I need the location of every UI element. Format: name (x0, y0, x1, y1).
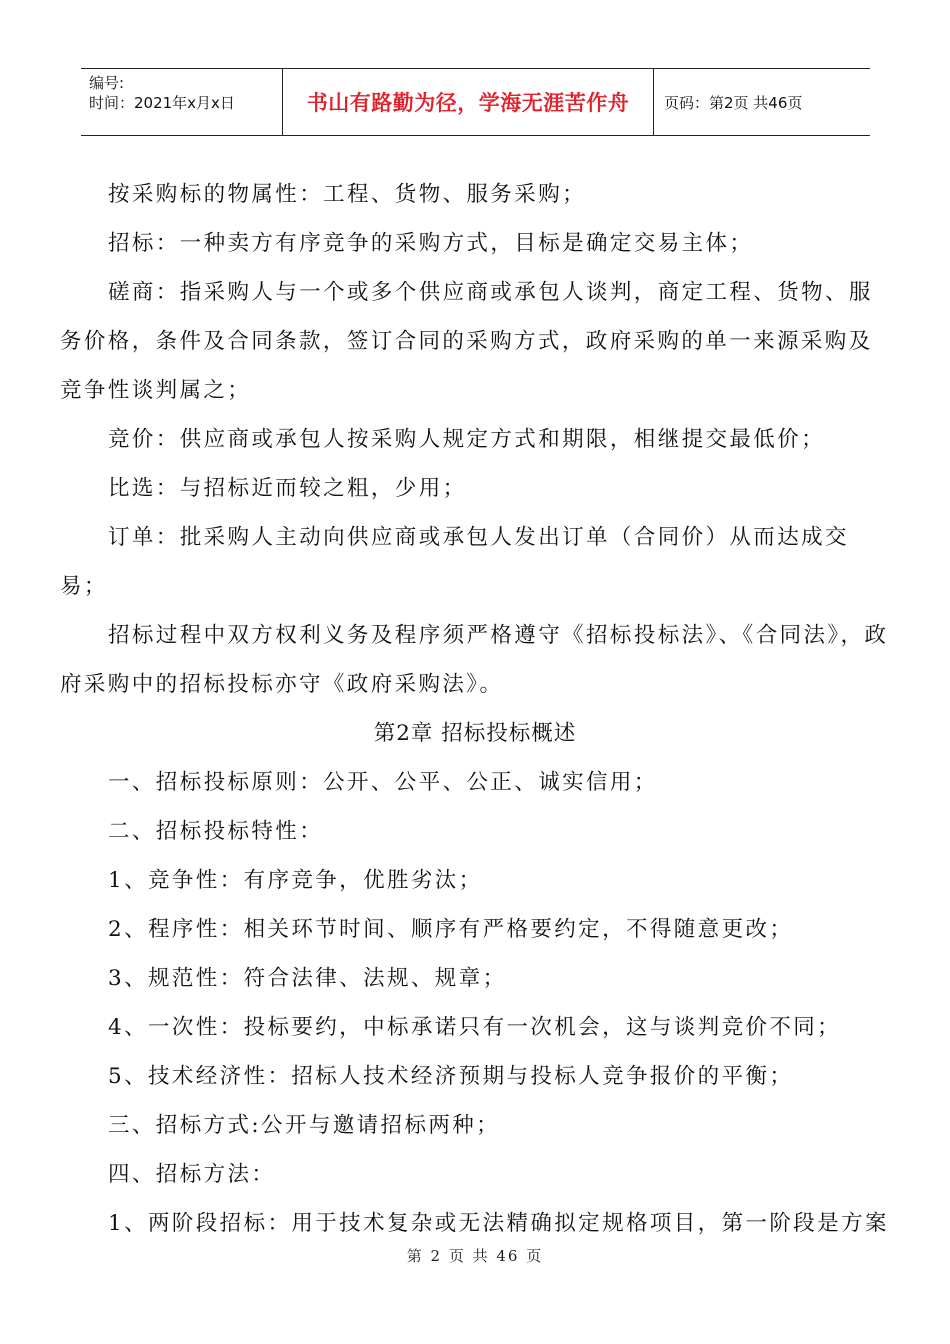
paragraph: 三、招标方式:公开与邀请招标两种； (108, 1113, 501, 1138)
paragraph: 比选：与招标近而较之粗，少用； (108, 476, 467, 501)
document-number-label: 编号: (89, 74, 125, 92)
list-item: 5、技术经济性：招标人技术经济预期与投标人竞争报价的平衡； (108, 1064, 794, 1089)
header-meta (81, 69, 283, 135)
list-item: 1、竞争性：有序竞争，优胜劣汰； (108, 868, 483, 893)
header-motto: 书山有路勤为径，学海无涯苦作舟 (283, 69, 654, 135)
paragraph: 磋商：指采购人与一个或多个供应商或承包人谈判，商定工程、货物、服务价格，条件及合同条款，签订合同的采购方式，政府采购的单一来源采购及竞争性谈判属之； (60, 280, 873, 403)
page-footer: 第 2 页 共 46 页 (406, 1247, 544, 1265)
paragraph: 四、招标方法： (108, 1162, 276, 1187)
paragraph: 一、招标投标原则：公开、公平、公正、诚实信用； (108, 770, 658, 795)
paragraph: 按采购标的物属性：工程、货物、服务采购； (108, 182, 587, 207)
chapter-heading: 第2章 招标投标概述 (373, 721, 577, 746)
paragraph: 招标过程中双方权利义务及程序须严格遵守《招标投标法》、《合同法》，政府采购中的招标投标亦守《政府采购法》。 (60, 623, 889, 697)
list-item: 4、一次性：投标要约，中标承诺只有一次机会，这与谈判竞价不同； (108, 1015, 842, 1040)
document-date: 时间：2021年x月x日 (89, 94, 235, 112)
header-page-info: 页码：第2页 共46页 (664, 93, 803, 112)
list-item: 1、两阶段招标：用于技术复杂或无法精确拟定规格项目，第一阶段是方案 (108, 1211, 889, 1236)
list-item: 3、规范性：符合法律、法规、规章； (108, 966, 507, 991)
list-item: 2、程序性：相关环节时间、顺序有严格要约定，不得随意更改； (108, 917, 794, 942)
paragraph: 竞价：供应商或承包人按采购人规定方式和期限，相继提交最低价； (108, 427, 826, 452)
page-header (81, 68, 870, 136)
paragraph: 订单：批采购人主动向供应商或承包人发出订单（合同价）从而达成交易； (60, 525, 849, 599)
paragraph: 二、招标投标特性： (108, 819, 324, 844)
paragraph: 招标：一种卖方有序竞争的采购方式，目标是确定交易主体； (108, 231, 754, 256)
document-body (60, 170, 890, 1248)
